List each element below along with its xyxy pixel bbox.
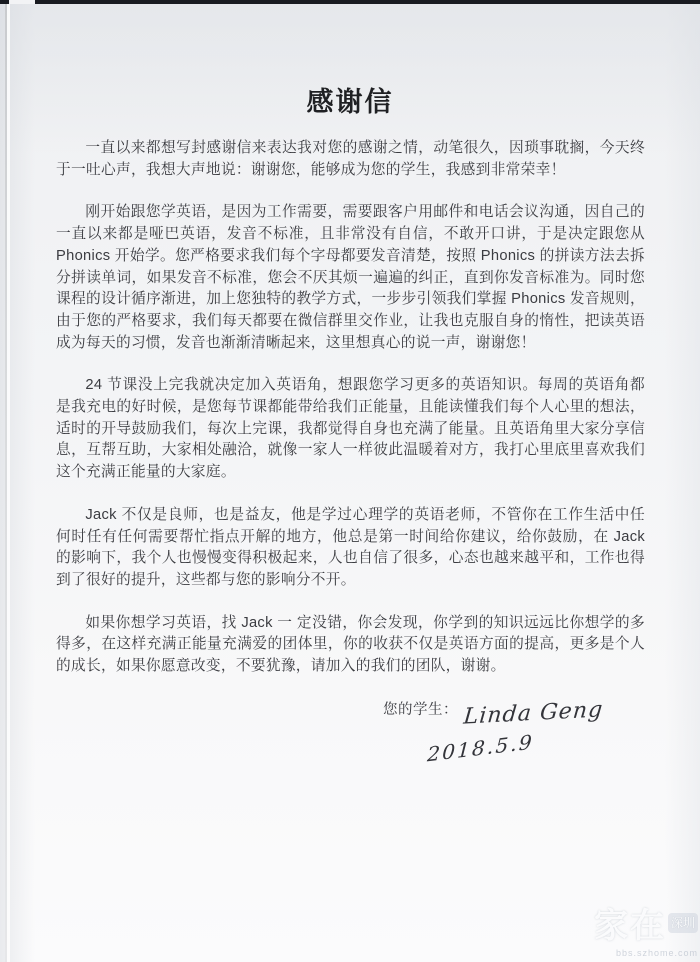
letter-paragraph-2: 刚开始跟您学英语，是因为工作需要，需要跟客户用邮件和电话会议沟通，因自己的一直以来都是哑巴英语，发音不标准，且非常没有自信，不敢开口讲，于是决定跟您从 Phonics 开始学。您严格要求我们每个字母都要发音清楚，按照 Phonics 的拼读方法去拆分拼读单词，如果发音不标准，您会不厌其烦一遍遍的纠正，直到你发音标准为。同时您课程的设计循序渐进，加上您独特的教学方式，一步步引领我们掌握 Phonics 发音规则，由于您的严格要求，我们每天都要在微信群里交作业，让我也克服自身的惰性，把读英语成为每天的习惯，发音也渐渐清晰起来，这里想真心的说一声，谢谢您！ (56, 204, 645, 351)
signature-block (383, 697, 605, 730)
watermark-city-badge: 深圳 (668, 913, 698, 933)
watermark-url-text: bbs.szhome.com (615, 948, 698, 958)
letter-title: 感谢信 (306, 87, 394, 117)
signature-label: 您的学生： (383, 702, 458, 718)
letter-paragraph-3: 24 节课没上完我就决定加入英语角，想跟您学习更多的英语知识。每周的英语角都是我充电的好时候，是您每节课都能带给我们正能量，且能读懂我们每个人心里的想法，适时的开导鼓励我们，每次上完课，我都觉得自身也充满了能量。且英语角里大家分享信息，互帮互助，大家相处融洽，就像一家人一样彼此温暖着对方，我打心里底里喜欢我们这个充满正能量的大家庭。 (56, 377, 645, 481)
scan-speck (620, 375, 622, 377)
signature-name-handwritten: Linda Geng (462, 697, 605, 730)
scan-speck (95, 341, 97, 343)
letter-paragraph-1: 一直以来都想写封感谢信来表达我对您的感谢之情，动笔很久，因琐事耽搁，今天终于一吐心声，我想大声地说：谢谢您，能够成为您的学生，我感到非常荣幸！ (56, 140, 645, 178)
letter-paragraph-5: 如果你想学习英语，找 Jack 一 定没错，你会发现，你学到的知识远远比你想学的多得多，在这样充满正能量充满爱的团体里，你的收获不仅是英语方面的提高，更多是个人的成长，如果你愿意改变，不要犹豫，请加入的我们的团队，谢谢。 (56, 614, 645, 675)
watermark-logo-text: 家在 (593, 907, 666, 945)
letter-body (56, 138, 645, 699)
scan-speck (402, 168, 404, 170)
signature-date-handwritten: 2018.5.9 (426, 729, 535, 767)
letter-paragraph-4: Jack 不仅是良师，也是益友，他是学过心理学的英语老师，不管你在工作生活中任何时任有任何需要帮忙指点开解的地方，他总是第一时间给你建议，给你鼓励，在 Jack 的影响下，我个人也慢慢变得积极起来，人也自信了很多，心态也越来越平和，工作也得到了很好的提升，这些都与您的影响分不开。 (56, 506, 645, 588)
